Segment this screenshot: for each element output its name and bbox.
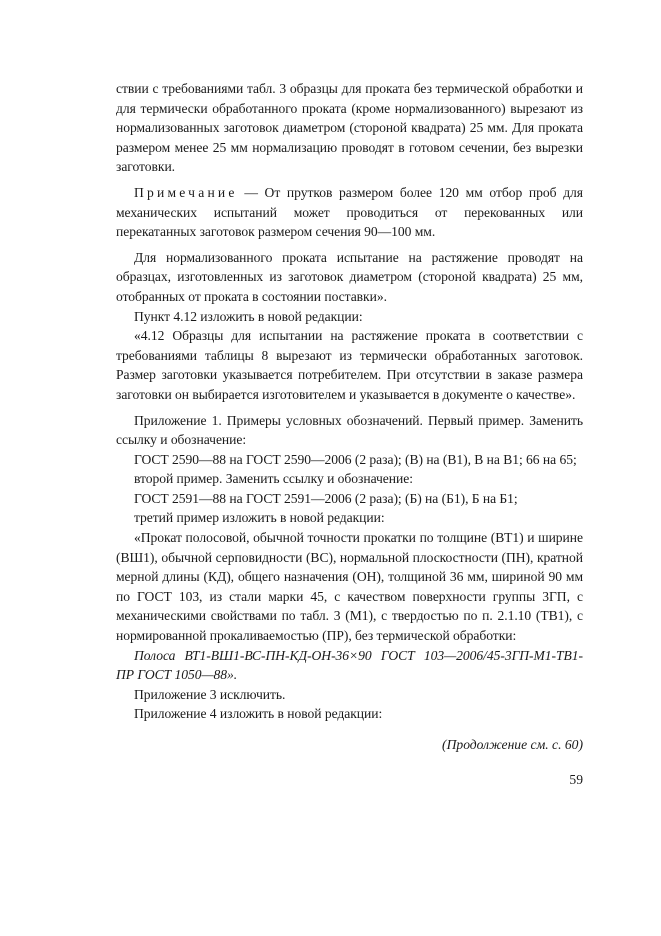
paragraph-example-text: «Прокат полосовой, обычной точности прокатки по толщине (ВТ1) и ширине (ВШ1), обычной серповидности (ВС), нормальной плоскостности (ПН), кратной мерной длины (КД), общего назначения (ОН), толщиной 36 мм, шириной 90 мм по ГОСТ 103, из стали марки 45, с качеством поверхности группы 3ГП, с механическими свойствами по табл. 3 (М1), с твердостью по п. 2.1.10 (ТВ1), с нормированной прокаливаемостью (ПР), без термической обработки:: [116, 530, 583, 644]
paragraph-appendix-4: Приложение 4 изложить в новой редакции:: [134, 706, 383, 722]
paragraph-replacement-1: ГОСТ 2590—88 на ГОСТ 2590—2006 (2 раза); (В) на (В1), В на В1; 66 на 65;: [134, 451, 577, 467]
note-label: Примечание: [134, 184, 238, 200]
paragraph-clause-heading: Пункт 4.12 изложить в новой редакции:: [134, 308, 363, 324]
body-text: [116, 79, 583, 724]
continuation-note: (Продолжение см. с. 60): [442, 737, 583, 752]
paragraph-clause-4-12: «4.12 Образцы для испытании на растяжение проката в соответствии с требованиями таблицы 8 вырезают из термически обработанных заготовок. Размер заготовки указывается потребителем. При отсутствии в заказе размера заготовки он выбирается изготовителем и указывается в документе о качестве».: [116, 328, 583, 402]
page-number: 59: [569, 772, 583, 787]
paragraph-second-example: второй пример. Заменить ссылку и обозначение:: [134, 471, 413, 487]
note-text: — От прутков размером более 120 мм отбор проб для механических испытаний может проводиться от перекованных или перекатанных заготовок размером сечения 90—100 мм.: [116, 184, 583, 240]
paragraph-third-example: третий пример изложить в новой редакции:: [134, 510, 385, 526]
paragraph-continued: ствии с требованиями табл. 3 образцы для проката без термической обработки и для термически обработанного проката (кроме нормализованного) вырезают из нормализованных заготовок диаметром (стороной квадрата) 25 мм. Для проката размером менее 25 мм нормализацию проводят в готовом сечении, без вырезки заготовки.: [116, 81, 583, 175]
paragraph-replacement-2: ГОСТ 2591—88 на ГОСТ 2591—2006 (2 раза); (Б) на (Б1), Б на Б1;: [134, 490, 518, 506]
note-paragraph: [116, 183, 583, 242]
paragraph-appendix-1: Приложение 1. Примеры условных обозначений. Первый пример. Заменить ссылку и обозначение:: [116, 412, 583, 448]
paragraph-designation: Полоса ВТ1-ВШ1-ВС-ПН-КД-ОН-36×90 ГОСТ 103—2006/45-3ГП-М1-ТВ1-ПР ГОСТ 1050—88».: [116, 647, 583, 683]
paragraph-normalized: Для нормализованного проката испытание на растяжение проводят на образцах, изготовленных из заготовок диаметром (стороной квадрата) 25 мм, отобранных от проката в состоянии поставки».: [116, 249, 583, 304]
paragraph-appendix-3: Приложение 3 исключить.: [134, 686, 286, 702]
